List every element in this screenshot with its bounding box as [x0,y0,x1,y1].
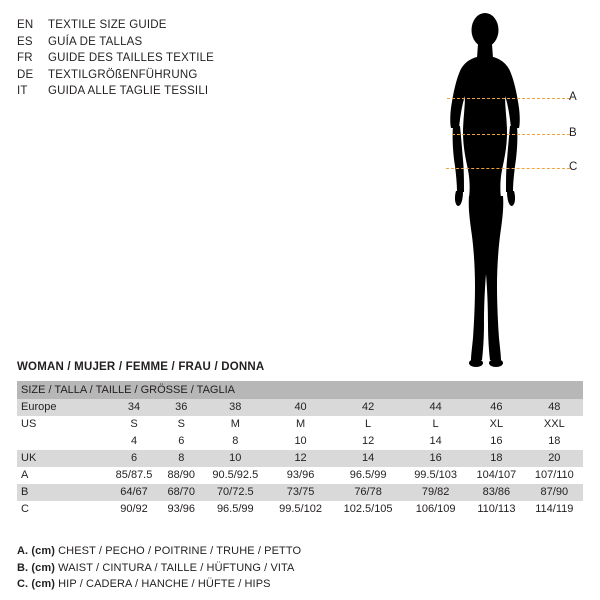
cell: 6 [107,450,161,467]
language-row [17,67,317,84]
row-label: US [17,416,107,433]
cell: 106/109 [404,501,467,518]
woman-body-icon [420,8,590,370]
cell: 8 [202,433,270,450]
cell: 14 [404,433,467,450]
cell: M [269,416,332,433]
row-label: B [17,484,107,501]
cell: 99.5/103 [404,467,467,484]
size-table [17,381,583,518]
cell: S [161,416,202,433]
row-label: UK [17,450,107,467]
cell: 87/90 [526,484,583,501]
cell: L [332,416,404,433]
cell: 14 [332,450,404,467]
cell: 36 [161,399,202,416]
language-row [17,34,317,51]
measure-label-b: B [569,127,577,139]
cell: 10 [269,433,332,450]
language-code: FR [17,52,33,64]
table-row [17,484,583,501]
cell: 83/86 [467,484,526,501]
measure-line-b [452,134,570,135]
cell: 8 [161,450,202,467]
measure-line-a [447,98,570,99]
language-row [17,17,317,34]
language-code: EN [17,19,34,31]
note-text: HIP / CADERA / HANCHE / HÜFTE / HIPS [58,578,271,590]
cell: L [404,416,467,433]
row-label [17,433,107,450]
table-caption: WOMAN / MUJER / FEMME / FRAU / DONNA [17,361,265,373]
cell: 102.5/105 [332,501,404,518]
measure-label-c: C [569,161,578,173]
language-code: IT [17,85,28,97]
cell: 48 [526,399,583,416]
cell: 38 [202,399,270,416]
cell: 70/72.5 [202,484,270,501]
language-title-list [17,17,317,100]
female-silhouette-figure [420,8,590,368]
cell: 93/96 [161,501,202,518]
cell: 40 [269,399,332,416]
note-row [17,560,577,577]
cell: 16 [467,433,526,450]
note-label: B. (cm) [17,561,55,574]
table-row [17,450,583,467]
table-row [17,433,583,450]
cell: XL [467,416,526,433]
cell: S [107,416,161,433]
note-text: CHEST / PECHO / POITRINE / TRUHE / PETTO [58,545,302,557]
cell: 99.5/102 [269,501,332,518]
cell: 76/78 [332,484,404,501]
cell: 20 [526,450,583,467]
cell: 73/75 [269,484,332,501]
cell: 90.5/92.5 [202,467,270,484]
cell: 110/113 [467,501,526,518]
table-header-label: SIZE / TALLA / TAILLE / GRÖSSE / TAGLIA [17,381,583,399]
table-row [17,467,583,484]
note-text: WAIST / CINTURA / TAILLE / HÜFTUNG / VITA [58,561,295,574]
language-text: GUIDE DES TAILLES TEXTILE [48,52,215,64]
cell: 18 [467,450,526,467]
cell: 104/107 [467,467,526,484]
language-row [17,83,317,100]
row-label: A [17,467,107,484]
row-label: C [17,501,107,518]
language-code: ES [17,35,33,48]
cell: 88/90 [161,467,202,484]
language-row [17,50,317,67]
cell: 12 [332,433,404,450]
cell: 90/92 [107,501,161,518]
cell: 85/87.5 [107,467,161,484]
cell: 12 [269,450,332,467]
measurement-notes [17,543,577,593]
cell: 6 [161,433,202,450]
language-text: TEXTILE SIZE GUIDE [48,19,167,31]
note-label: A. (cm) [17,545,55,557]
measure-label-a: A [569,91,577,103]
cell: XXL [526,416,583,433]
cell: 68/70 [161,484,202,501]
cell: 18 [526,433,583,450]
language-code: DE [17,68,34,81]
cell: 42 [332,399,404,416]
language-text: TEXTILGRÖßENFÜHRUNG [48,68,198,81]
measure-line-c [446,168,570,169]
cell: 96.5/99 [202,501,270,518]
language-text: GUÍA DE TALLAS [48,35,143,48]
cell: 64/67 [107,484,161,501]
cell: 34 [107,399,161,416]
cell: 96.5/99 [332,467,404,484]
cell: 114/119 [526,501,583,518]
note-label: C. (cm) [17,578,55,590]
language-text: GUIDA ALLE TAGLIE TESSILI [48,85,209,97]
cell: 46 [467,399,526,416]
row-label: Europe [17,399,107,416]
cell: 16 [404,450,467,467]
table-header-row [17,381,583,399]
cell: 10 [202,450,270,467]
cell: 4 [107,433,161,450]
note-row [17,576,577,593]
table-row [17,501,583,518]
cell: M [202,416,270,433]
table-row [17,416,583,433]
cell: 79/82 [404,484,467,501]
cell: 93/96 [269,467,332,484]
table-row [17,399,583,416]
note-row [17,543,577,560]
cell: 44 [404,399,467,416]
cell: 107/110 [526,467,583,484]
